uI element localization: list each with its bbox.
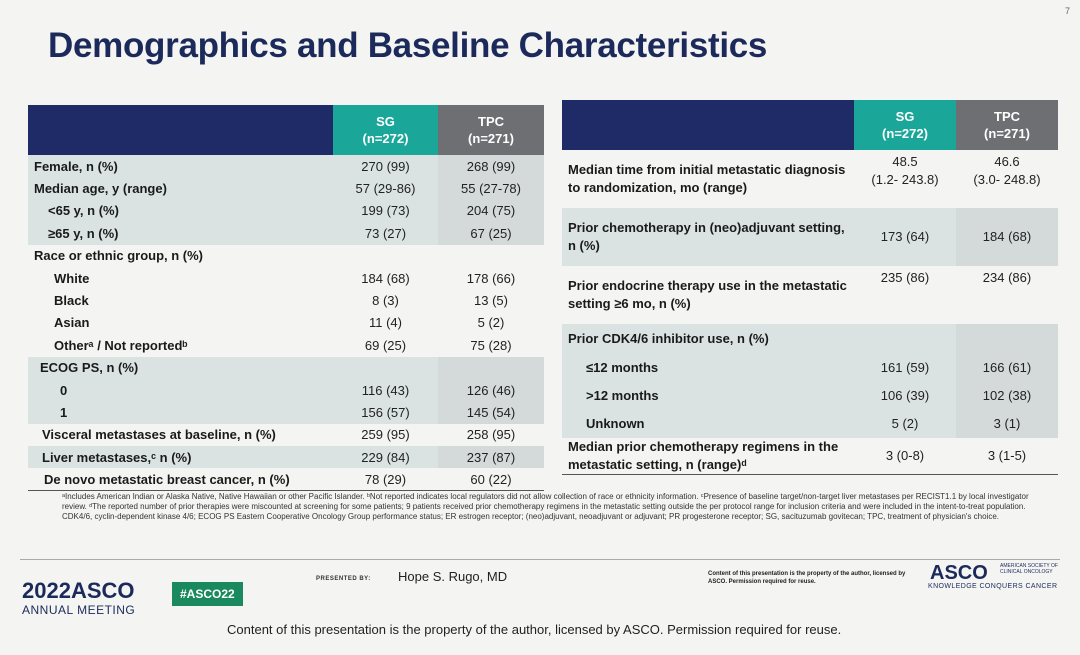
sg-value: 116 (43) (333, 379, 438, 401)
sg-value: 173 (64) (854, 208, 956, 266)
hashtag-badge: #ASCO22 (172, 582, 243, 606)
sg-value: 57 (29-86) (333, 177, 438, 199)
table-row (28, 200, 544, 222)
row-label: 0 (28, 379, 333, 401)
sg-value: 73 (27) (333, 222, 438, 244)
sg-median: 48.5 (892, 154, 918, 169)
tpc-value: 178 (66) (438, 267, 544, 289)
asco-meeting-logo (22, 578, 135, 604)
tpc-value: 166 (61) (956, 354, 1058, 382)
table-row (28, 222, 544, 244)
tpc-header (956, 100, 1058, 150)
header-spacer (562, 100, 854, 150)
row-label: Prior chemotherapy in (neo)adjuvant setting, n (%) (562, 208, 854, 266)
baseline-characteristics-table (562, 100, 1058, 475)
tpc-value (956, 150, 1058, 208)
demographics-table (28, 105, 544, 491)
sg-n: (n=272) (882, 126, 928, 141)
property-notice-small: Content of this presentation is the property of the author, licensed by ASCO. Permission required for reuse. (708, 571, 906, 585)
tpc-value: 102 (38) (956, 382, 1058, 410)
table-row (28, 379, 544, 401)
sg-value (333, 357, 438, 379)
tpc-value: 55 (27-78) (438, 177, 544, 199)
sg-value: 184 (68) (333, 267, 438, 289)
tpc-value: 67 (25) (438, 222, 544, 244)
sg-value: 270 (99) (333, 155, 438, 177)
sg-value: 156 (57) (333, 401, 438, 423)
row-label: Liver metastases,ᶜ n (%) (28, 446, 333, 468)
table-row (562, 410, 1058, 438)
sg-value (854, 150, 956, 208)
tpc-n: (n=271) (984, 126, 1030, 141)
sg-value: 235 (86) (854, 266, 956, 324)
row-label: Female, n (%) (28, 155, 333, 177)
row-label: ≥65 y, n (%) (28, 222, 333, 244)
tpc-value: 204 (75) (438, 200, 544, 222)
table-row (562, 382, 1058, 410)
table-row (562, 150, 1058, 208)
table-row (28, 267, 544, 289)
sg-label: SG (895, 109, 915, 124)
tpc-value: 145 (54) (438, 401, 544, 423)
table-row (562, 266, 1058, 324)
table-row (28, 312, 544, 334)
table-row (28, 289, 544, 311)
table-row (28, 424, 544, 446)
tpc-header (438, 105, 544, 155)
table-row (562, 324, 1058, 354)
row-label: ≤12 months (562, 354, 854, 382)
meeting-name: ANNUAL MEETING (22, 603, 136, 617)
meeting-org: ASCO (70, 578, 135, 603)
row-label: Otherᵃ / Not reportedᵇ (28, 334, 333, 356)
table-row (28, 446, 544, 468)
sg-value: 106 (39) (854, 382, 956, 410)
sg-range: (1.2- 243.8) (871, 172, 939, 187)
table-row (28, 401, 544, 423)
sg-value: 69 (25) (333, 334, 438, 356)
tpc-value (438, 357, 544, 379)
tpc-label: TPC (994, 109, 1020, 124)
sg-label: SG (376, 114, 395, 129)
table-header-row (562, 100, 1058, 150)
row-label: Black (28, 289, 333, 311)
sg-value (854, 324, 956, 354)
table-row (28, 155, 544, 177)
tpc-value: 60 (22) (438, 468, 544, 490)
sg-value: 3 (0-8) (854, 438, 956, 475)
sg-value: 78 (29) (333, 468, 438, 490)
tpc-n: (n=271) (468, 131, 514, 146)
page-number: 7 (1064, 6, 1070, 16)
tpc-value: 75 (28) (438, 334, 544, 356)
table-row (28, 334, 544, 356)
row-label: ECOG PS, n (%) (28, 357, 333, 379)
asco-logo: ASCO (930, 562, 988, 584)
sg-value: 8 (3) (333, 289, 438, 311)
slide-title: Demographics and Baseline Characteristics (48, 26, 768, 65)
tpc-label: TPC (478, 114, 504, 129)
sg-value: 229 (84) (333, 446, 438, 468)
row-label: 1 (28, 401, 333, 423)
asco-tagline: KNOWLEDGE CONQUERS CANCER (928, 583, 1058, 590)
sg-value (333, 245, 438, 267)
tpc-value: 13 (5) (438, 289, 544, 311)
tpc-value: 184 (68) (956, 208, 1058, 266)
tpc-value (956, 324, 1058, 354)
sg-value: 11 (4) (333, 312, 438, 334)
row-label: >12 months (562, 382, 854, 410)
row-label: Median prior chemotherapy regimens in the metastatic setting, n (range)ᵈ (562, 438, 854, 475)
row-label: De novo metastatic breast cancer, n (%) (28, 468, 333, 490)
tpc-value: 234 (86) (956, 266, 1058, 324)
row-label: Unknown (562, 410, 854, 438)
sg-header (854, 100, 956, 150)
sg-header (333, 105, 438, 155)
table-row (28, 357, 544, 379)
table-header-row (28, 105, 544, 155)
tpc-value (438, 245, 544, 267)
bottom-notice: Content of this presentation is the property of the author, licensed by ASCO. Permission required for reuse. (227, 622, 842, 637)
table-row (562, 354, 1058, 382)
row-label: Median time from initial metastatic diagnosis to randomization, mo (range) (562, 150, 854, 208)
tpc-value: 3 (1) (956, 410, 1058, 438)
table-row (28, 468, 544, 490)
tpc-value: 3 (1-5) (956, 438, 1058, 475)
footer-divider (20, 559, 1060, 560)
tpc-value: 258 (95) (438, 424, 544, 446)
footnotes: ᵃIncludes American Indian or Alaska Native, Native Hawaiian or other Pacific Islander. ᵇNot reported indicates local regulators did not allow collection of race or ethnicity information. ᶜPresence of baseline target/non-target liver metastases per RECIST1.1 by local investigator review. ᵈThe reported number of prior therapies were miscounted at screening for some patients; 9 patients received prior chemotherapy regimens in the metastatic setting outside the per protocol range for inclusion criteria and were included in the intent-to-treat population. CDK4/6, cyclin-dependent kinase 4/6; ECOG PS Eastern Cooperative Oncology Group performance status; ER estrogen receptor; (neo)adjuvant, neoadjuvant or adjuvant; PR progesterone receptor; SG, sacituzumab govitecan; TPC, treatment of physician's choice. (62, 492, 1029, 521)
table-row (562, 438, 1058, 475)
row-label: Asian (28, 312, 333, 334)
row-label: Prior endocrine therapy use in the metastatic setting ≥6 mo, n (%) (562, 266, 854, 324)
row-label: <65 y, n (%) (28, 200, 333, 222)
table-row (562, 208, 1058, 266)
tpc-value: 5 (2) (438, 312, 544, 334)
row-label: Race or ethnic group, n (%) (28, 245, 333, 267)
tpc-value: 126 (46) (438, 379, 544, 401)
sg-value: 5 (2) (854, 410, 956, 438)
presenter-name: Hope S. Rugo, MD (398, 569, 508, 584)
tpc-median: 46.6 (994, 154, 1020, 169)
meeting-year: 2022 (22, 578, 71, 603)
row-label: Prior CDK4/6 inhibitor use, n (%) (562, 324, 854, 354)
sg-value: 161 (59) (854, 354, 956, 382)
tpc-value: 268 (99) (438, 155, 544, 177)
tpc-range: (3.0- 248.8) (973, 172, 1041, 187)
tpc-value: 237 (87) (438, 446, 544, 468)
row-label: Visceral metastases at baseline, n (%) (28, 424, 333, 446)
sg-value: 199 (73) (333, 200, 438, 222)
table-row (28, 245, 544, 267)
row-label: Median age, y (range) (28, 177, 333, 199)
table-row (28, 177, 544, 199)
sg-value: 259 (95) (333, 424, 438, 446)
society-name: AMERICAN SOCIETY OF CLINICAL ONCOLOGY (1000, 563, 1058, 575)
row-label: White (28, 267, 333, 289)
sg-n: (n=272) (362, 131, 409, 146)
presented-by-label: PRESENTED BY: (316, 576, 371, 582)
header-spacer (28, 105, 333, 155)
